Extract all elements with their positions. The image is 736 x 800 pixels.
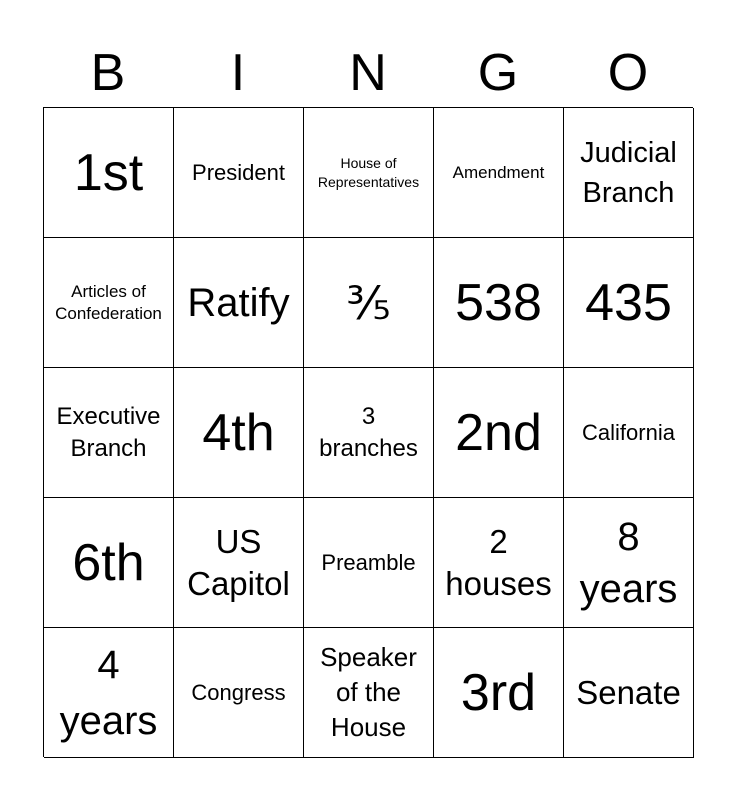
cell-text: Executive Branch [56,402,161,462]
bingo-cell[interactable] [434,498,564,628]
cell-text: Preamble [321,549,416,575]
bingo-cell[interactable] [304,108,434,238]
header-letter-b: B [90,44,126,102]
cell-text: House of Representatives [317,154,420,190]
cell-text: Senate [576,673,681,711]
bingo-cell[interactable] [564,238,694,368]
cell-text: Speaker of the House [320,642,417,742]
bingo-cell[interactable] [304,238,434,368]
cell-text: 2nd [455,403,542,462]
cell-text: 6th [72,533,145,592]
bingo-cell[interactable] [44,368,174,498]
header-letter-o: O [607,44,649,102]
bingo-cell[interactable] [564,368,694,498]
cell-text: 4 years [59,642,158,743]
bingo-cell[interactable] [434,108,564,238]
bingo-cell[interactable] [304,628,434,758]
bingo-cell[interactable] [304,498,434,628]
bingo-cell[interactable] [564,108,694,238]
bingo-cell[interactable] [174,628,304,758]
cell-text: 2 houses [445,522,552,602]
bingo-cell[interactable] [174,498,304,628]
cell-text: 8 years [579,514,678,611]
cell-text: President [192,159,285,185]
cell-text: Ratify [187,280,290,325]
bingo-cell[interactable] [174,108,304,238]
cell-text: Congress [191,679,286,705]
bingo-cell[interactable] [44,498,174,628]
bingo-cell[interactable] [304,368,434,498]
bingo-card [43,107,693,757]
cell-text: 435 [585,273,672,332]
header-letter-n: N [349,44,387,102]
cell-text: 3rd [460,663,537,722]
bingo-cell[interactable] [174,238,304,368]
bingo-cell[interactable] [44,628,174,758]
bingo-cell[interactable] [434,368,564,498]
bingo-cell[interactable] [564,498,694,628]
bingo-cell[interactable] [174,368,304,498]
cell-text: 1st [73,143,144,202]
bingo-cell[interactable] [44,108,174,238]
bingo-cell[interactable] [564,628,694,758]
cell-text: 3 branches [319,402,418,462]
bingo-header [43,40,693,106]
header-letter-i: I [230,44,246,102]
header-letter-g: G [477,44,519,102]
cell-text: Judicial Branch [580,136,677,209]
bingo-cell[interactable] [44,238,174,368]
bingo-cell[interactable] [434,238,564,368]
cell-text: US Capitol [187,522,290,602]
cell-text: 4th [202,403,275,462]
cell-text: ⅗ [346,276,391,329]
cell-text: 538 [455,273,542,332]
cell-text: California [582,419,675,445]
bingo-cell[interactable] [434,628,564,758]
cell-text: Articles of Confederation [55,281,162,323]
cell-text: Amendment [452,162,545,182]
